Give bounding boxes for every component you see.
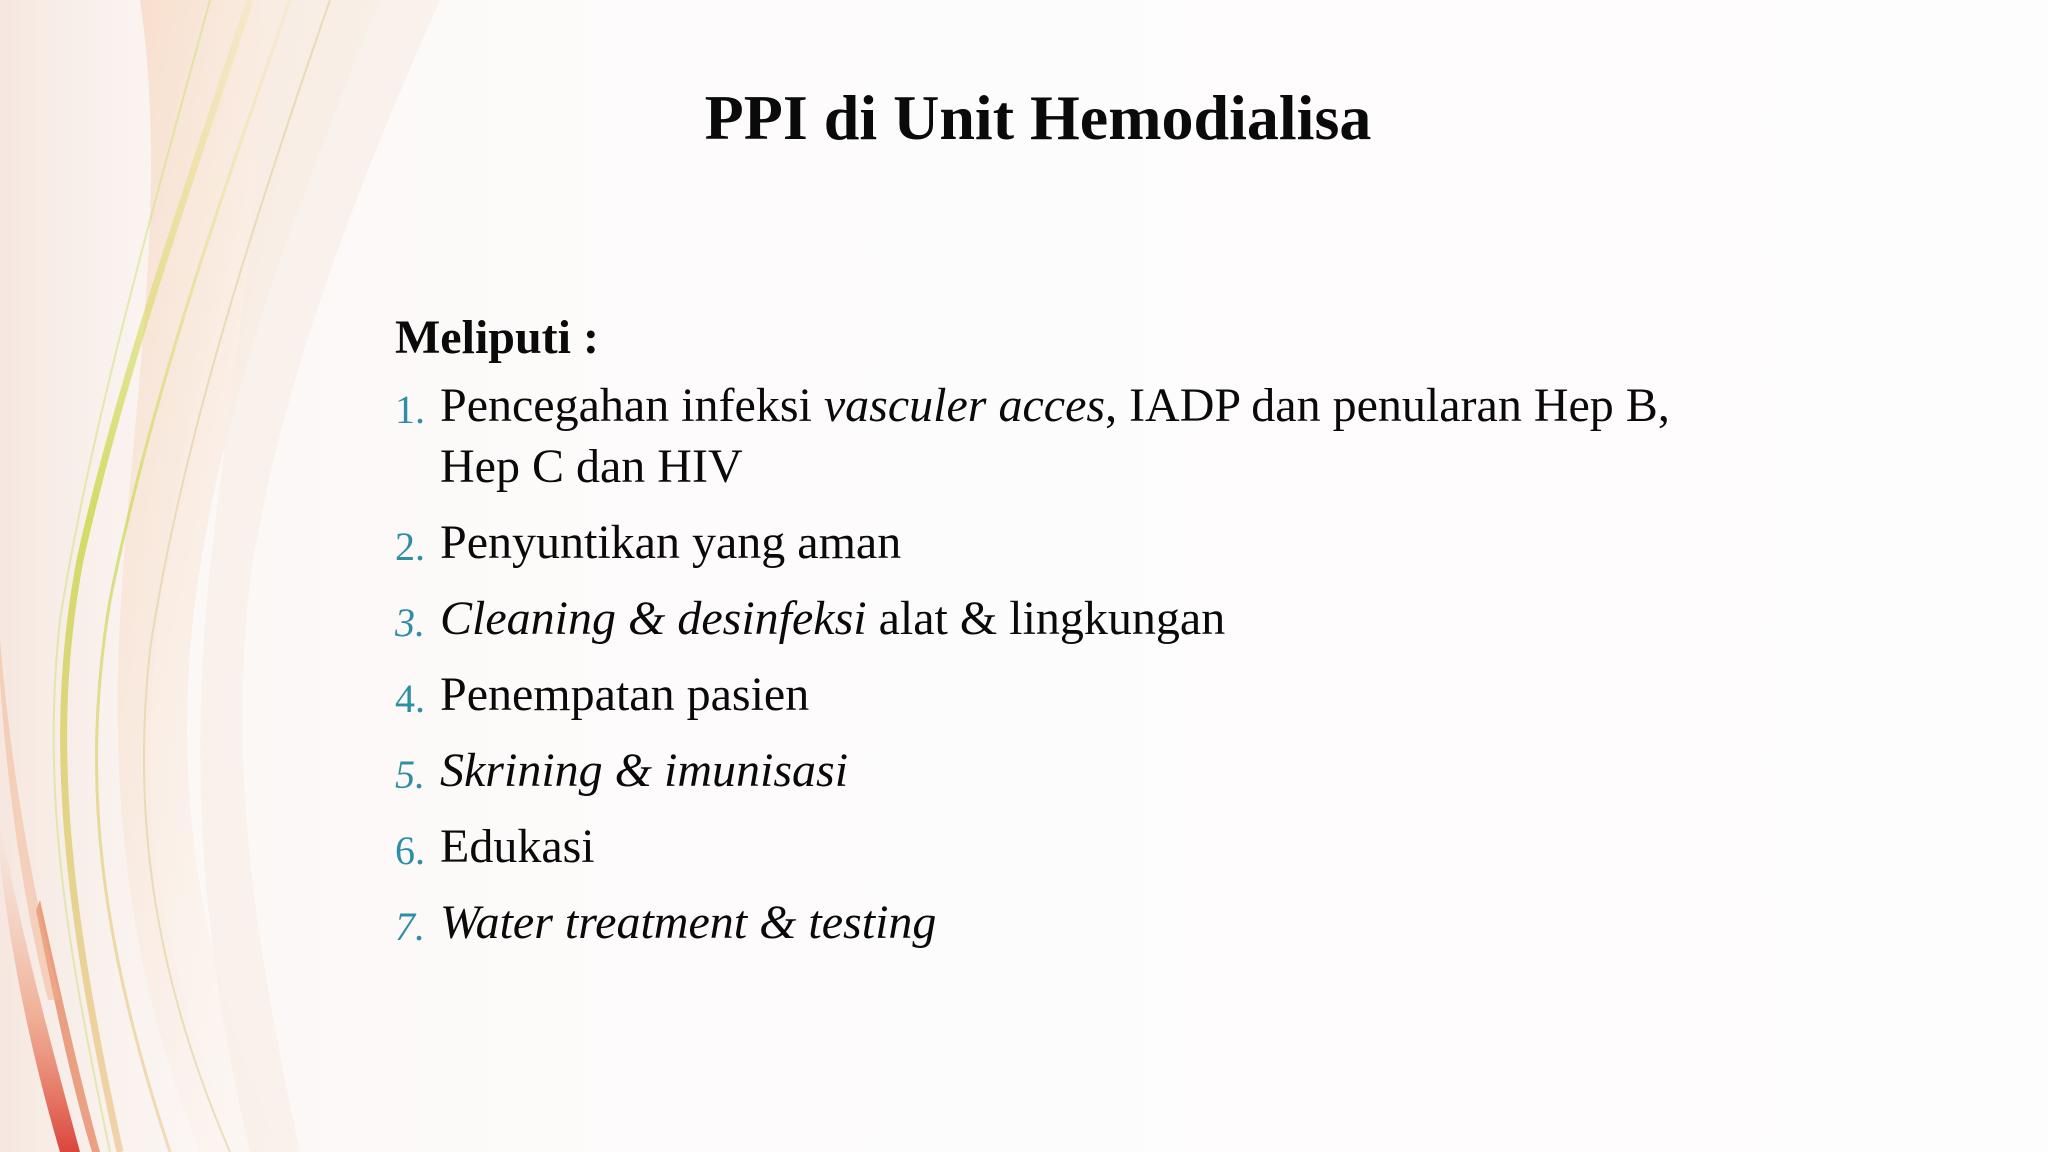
numbered-list (395, 375, 1735, 953)
list-text-1 (440, 379, 1670, 493)
list-text-1-part-3: , IADP dan penularan Hep B, Hep C dan HIV (440, 379, 1670, 493)
list-item-3 (395, 588, 1735, 649)
list-text-3 (440, 592, 1225, 645)
list-text-2: Penyuntikan yang aman (440, 516, 902, 569)
list-text-1-part-2: vasculer acces (823, 379, 1106, 432)
list-item-5 (395, 740, 1735, 801)
list-item-7 (395, 892, 1735, 953)
list-item-1 (395, 375, 1735, 497)
list-number-1: 1. (395, 387, 425, 432)
list-text-3-part-2: alat & lingkungan (866, 592, 1226, 645)
list-heading: Meliputi : (395, 311, 599, 364)
list-text-7: Water treatment & testing (440, 896, 937, 949)
list-text-5: Skrining & imunisasi (440, 744, 849, 797)
list-number-2: 2. (395, 524, 425, 569)
list-text-4: Penempatan pasien (440, 668, 810, 721)
list-number-7: 7. (395, 904, 425, 949)
slide-title (0, 78, 2048, 158)
list-text-6: Edukasi (440, 820, 595, 873)
slide-body (395, 305, 1735, 968)
list-item-4 (395, 664, 1735, 725)
slide-title-text: PPI di Unit Hemodialisa (704, 82, 1372, 153)
list-text-1-part-1: Pencegahan infeksi (440, 379, 824, 432)
list-number-4: 4. (395, 676, 425, 721)
list-item-6 (395, 816, 1735, 877)
list-item-2 (395, 512, 1735, 573)
list-text-3-part-1: Cleaning & desinfeksi (440, 592, 867, 645)
list-number-6: 6. (395, 828, 425, 873)
list-number-3: 3. (395, 600, 425, 645)
list-number-5: 5. (395, 752, 425, 797)
